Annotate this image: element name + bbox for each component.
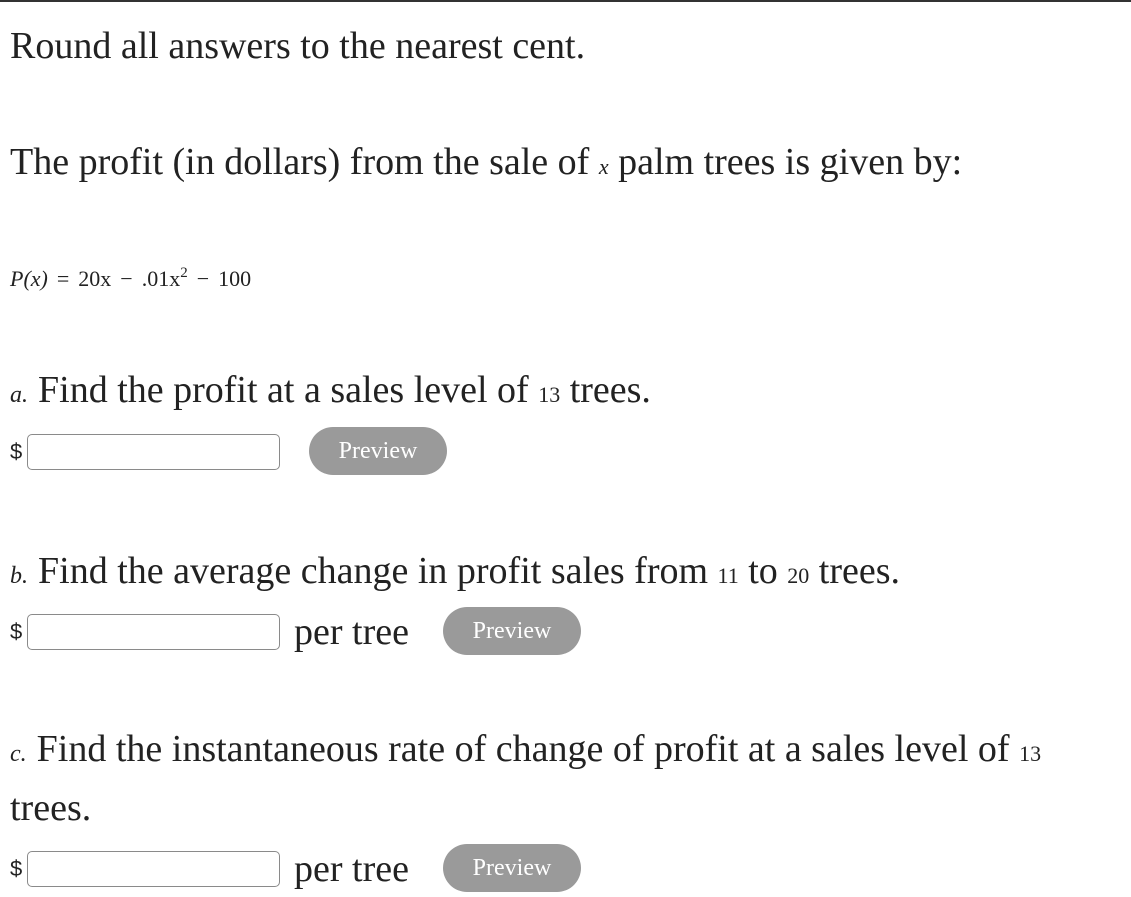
part-a-letter: a. [10, 382, 28, 408]
part-c-currency: $ [10, 856, 23, 881]
instructions-text [10, 24, 585, 68]
part-c-text-after: trees. [10, 787, 92, 829]
part-a-answer-input[interactable] [27, 434, 280, 470]
part-b-answer-input[interactable] [27, 614, 280, 650]
part-b-number-end: 20 [787, 563, 810, 588]
part-b-number-start: 11 [717, 563, 739, 588]
part-b-text-before: Find the average change in profit sales from [38, 550, 709, 592]
part-a-text-after: trees. [569, 369, 651, 411]
formula-exponent: 2 [180, 265, 188, 281]
intro-text-after: palm trees is given by: [618, 141, 963, 183]
formula-term-3: 100 [218, 266, 252, 291]
part-b-unit: per tree [294, 611, 409, 653]
top-divider [0, 0, 1131, 2]
part-a-answer-row [10, 432, 280, 472]
part-c-question-continued [10, 786, 91, 830]
part-b-currency: $ [10, 619, 23, 644]
part-c-text-before: Find the instantaneous rate of change of profit at a sales level of [36, 728, 1010, 770]
part-b-letter: b. [10, 563, 28, 589]
intro-text-before: The profit (in dollars) from the sale of [10, 141, 590, 183]
part-c-preview-button[interactable]: Preview [443, 844, 581, 892]
formula-equals: = [56, 266, 70, 291]
part-b-answer-row [10, 612, 409, 652]
profit-formula [10, 264, 251, 294]
part-a-currency: $ [10, 439, 23, 464]
part-b-text-after: trees. [818, 550, 901, 592]
part-c-answer-row [10, 849, 409, 889]
instructions-label: Round all answers to the nearest cent. [10, 25, 586, 67]
formula-term-1: 20x [78, 266, 112, 291]
part-a-question [10, 368, 651, 417]
part-c-question [10, 727, 1041, 776]
part-a-text-before: Find the profit at a sales level of [38, 369, 529, 411]
formula-minus-2: − [196, 266, 210, 291]
part-b-preview-button[interactable]: Preview [443, 607, 581, 655]
formula-minus-1: − [120, 266, 133, 291]
part-c-unit: per tree [294, 848, 409, 890]
problem-intro [10, 140, 962, 189]
part-c-letter: c. [10, 741, 27, 767]
part-a-preview-button[interactable]: Preview [309, 427, 447, 475]
part-b-question [10, 549, 900, 598]
intro-variable: x [598, 154, 609, 179]
part-c-number: 13 [1019, 741, 1042, 766]
part-a-number: 13 [538, 382, 561, 407]
part-b-text-mid: to [748, 550, 778, 592]
formula-lhs: P(x) [10, 266, 48, 291]
part-c-answer-input[interactable] [27, 851, 280, 887]
formula-term-2: .01x [141, 266, 181, 291]
